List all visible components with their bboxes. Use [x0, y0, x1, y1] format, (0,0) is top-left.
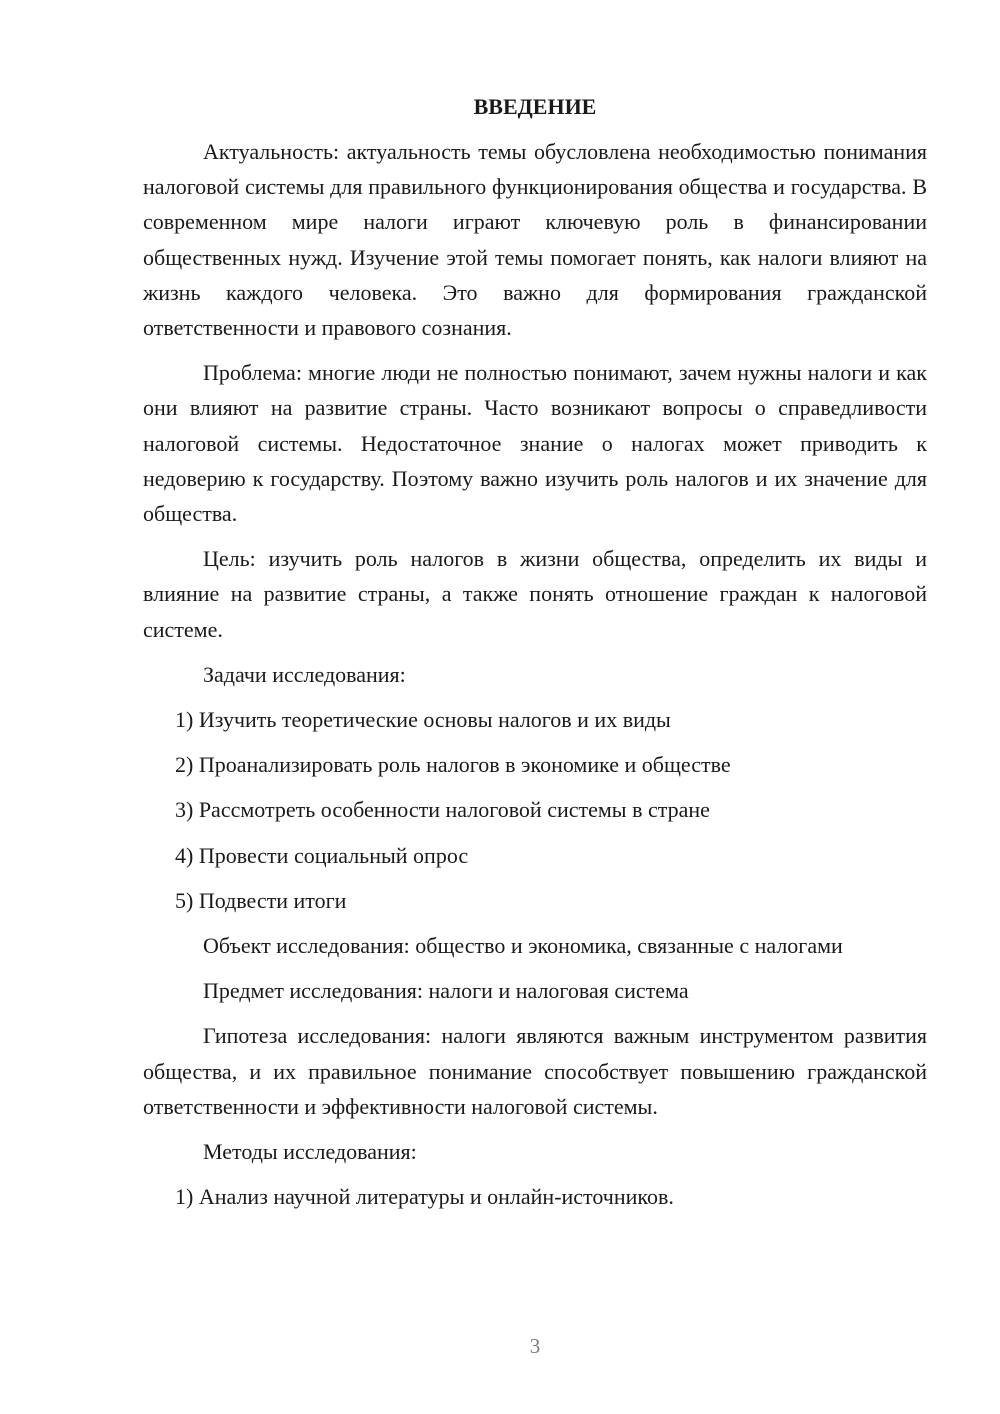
- hypothesis-paragraph: Гипотеза исследования: налоги являются важным инструментом развития общества, и их правильное понимание способствует повышению гражданской ответственности и эффективности налоговой системы.: [143, 1023, 927, 1119]
- method-item: 1) Анализ научной литературы и онлайн-источников.: [175, 1184, 674, 1210]
- relevance-paragraph: Актуальность: актуальность темы обусловлена необходимостью понимания налоговой системы для правильного функционирования общества и государства. В современном мире налоги играют ключевую роль в финансировании общественных нужд. Изучение этой темы помогает понять, как налоги влияют на жизнь каждого человека. Это важно для формирования гражданской ответственности и правового сознания.: [143, 139, 927, 341]
- document-page: [143, 92, 927, 1224]
- tasks-title: Задачи исследования:: [203, 661, 406, 687]
- problem-paragraph: Проблема: многие люди не полностью понимают, зачем нужны налоги и как они влияют на развитие страны. Часто возникают вопросы о справедливости налоговой системы. Недостаточное знание о налогах может приводить к недоверию к государству. Поэтому важно изучить роль налогов и их значение для общества.: [143, 360, 927, 527]
- page-number: 3: [529, 1334, 541, 1358]
- goal-paragraph: Цель: изучить роль налогов в жизни общества, определить их виды и влияние на развитие страны, а также понять отношение граждан к налоговой системе.: [143, 546, 927, 642]
- section-heading: ВВЕДЕНИЕ: [473, 94, 597, 119]
- task-item: 4) Провести социальный опрос: [175, 842, 469, 868]
- task-item: 3) Рассмотреть особенности налоговой системы в стране: [175, 797, 710, 823]
- methods-title: Методы исследования:: [203, 1139, 417, 1165]
- object-paragraph: Объект исследования: общество и экономика, связанные с налогами: [203, 933, 843, 959]
- task-item: 2) Проанализировать роль налогов в экономике и обществе: [175, 752, 731, 778]
- task-item: 1) Изучить теоретические основы налогов и их виды: [175, 707, 671, 733]
- subject-paragraph: Предмет исследования: налоги и налоговая система: [203, 978, 689, 1004]
- task-item: 5) Подвести итоги: [175, 887, 347, 913]
